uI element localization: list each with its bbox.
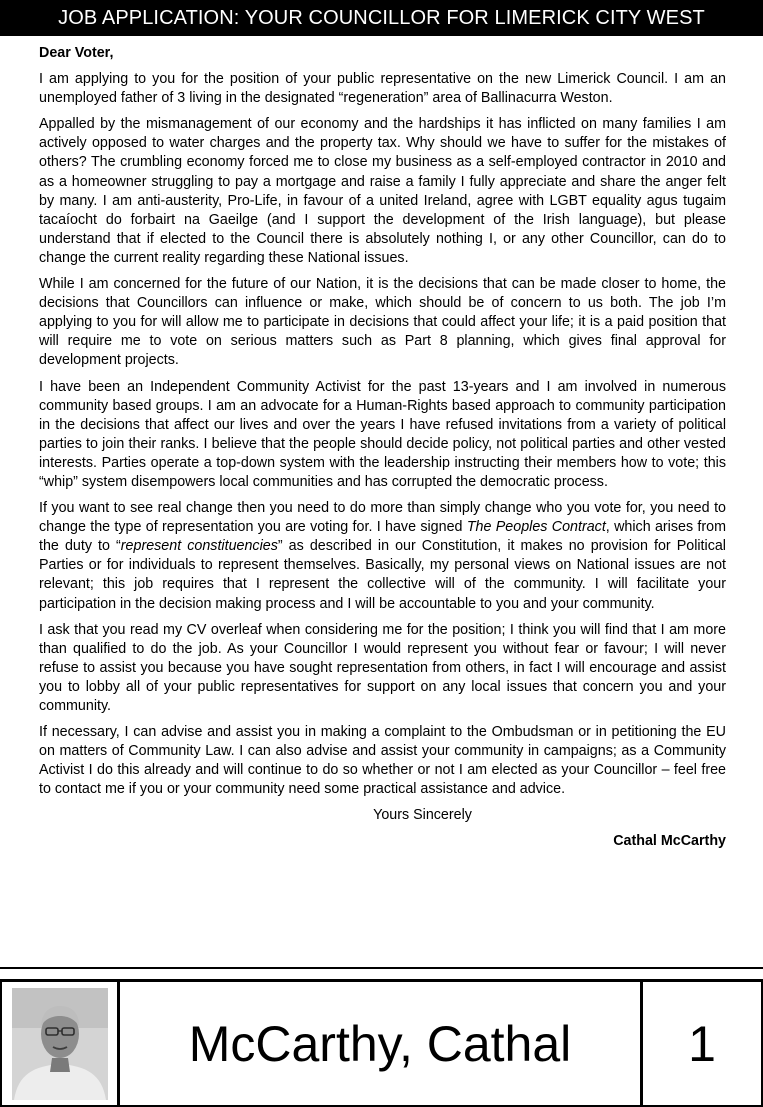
page-title-banner — [0, 0, 763, 36]
preference-box — [643, 982, 763, 1105]
ballot-strip — [0, 979, 763, 1107]
candidate-name-text: McCarthy, Cathal — [188, 1015, 572, 1072]
letter-paragraph-7: If necessary, I can advise and assist you in making a complaint to the Ombudsman or in petitioning the EU on matters of Community Law. I can also advise and assist your community in campaigns; as a Community Activist I do this already and will continue to do so whether or not I am elected as your Councillor – feel free to contact me if you or your community need some practical assistance and advice. — [39, 724, 726, 798]
page-title: JOB APPLICATION: YOUR COUNCILLOR FOR LIMERICK CITY WEST — [58, 7, 705, 29]
letter-paragraph-4: I have been an Independent Community Activist for the past 13-years and I am involved in numerous community based groups. I am an advocate for a Human-Rights based approach to community participation in the decisions that affect our lives and over the years I have refused invitations from a variety of political parties to join their ranks. I believe that the people should decide policy, not political parties and other vested interests. Parties operate a top-down system with the leadership instructing their members how to vote; this “whip” system disempowers local communities and has corrupted the democratic process. — [39, 378, 726, 490]
letter-paragraph-6: I ask that you read my CV overleaf when considering me for the position; I think you will find that I am more than qualified to do the job. As your Councillor I would represent you without fear or favour; I will never refuse to assist you because you have sought representation from others, in fact I will encourage and assist you to lobby all of your public representatives for support on any local issues that concern you and your community. — [39, 621, 726, 714]
candidate-portrait-icon — [12, 988, 108, 1100]
letter-closing: Yours Sincerely — [373, 807, 472, 824]
letter-paragraph-3: While I am concerned for the future of our Nation, it is the decisions that can be made closer to home, the decisions that Councillors can influence or make, which should be of concern to us both. The job I’m applying to you for will allow me to participate in decisions that could affect your life; it is a paid position that will require me to vote on serious matters such as Part 8 planning, which gives final approval for development projects. — [39, 276, 726, 369]
section-divider — [0, 967, 763, 969]
paragraph-5-text-c: ” as described in our Constitution, it makes no provision for Political Parties or for individuals to represent themselves. Basically, my personal views on National issues are not relevant; this job requires that I represent the collective will of the community. I will facilitate your participation in the decision making process and I will be accountable to you and your community. — [39, 538, 726, 612]
candidate-photo — [0, 982, 120, 1105]
paragraph-5-text-b: , which arises from the duty to “ — [39, 519, 727, 555]
letter-signature: Cathal McCarthy — [613, 832, 726, 849]
letter-paragraph-2: Appalled by the mismanagement of our economy and the hardships it has inflicted on many families I am actively opposed to water charges and the property tax. Why should we have to suffer for the mistakes of others? The crumbling economy forced me to close my business as a self-employed contractor in 2010 and as a homeowner struggling to pay a mortgage and raise a family I fully appreciate and share the anger felt by many. I am anti-austerity, Pro-Life, in favour of a united Ireland, agree with LGBT equality agus tugaim tacaíocht do forbairt na Gaeilge (and I support the development of the Irish language), but please understand that if elected to the Council there is absolutely nothing I, or any other Councillor, can do to change the current reality regarding these National issues. — [39, 116, 726, 266]
letter-paragraph-1: I am applying to you for the position of your public representative on the new Limerick Council. I am an unemployed father of 3 living in the designated “regeneration” area of Ballinacurra Weston. — [39, 71, 726, 107]
letter-greeting: Dear Voter, — [39, 45, 114, 61]
represent-constituencies-emphasis: represent constituencies — [120, 538, 278, 555]
candidate-name — [120, 982, 643, 1105]
letter-paragraph-5 — [39, 499, 726, 614]
letter-body — [39, 44, 726, 851]
preference-number: 1 — [688, 1015, 716, 1072]
peoples-contract-emphasis: The Peoples Contract — [466, 519, 606, 536]
paragraph-5-text-a: If you want to see real change then you need to do more than simply change who you vote for, you need to change the type of representation you are voting for. I have signed — [39, 500, 726, 536]
